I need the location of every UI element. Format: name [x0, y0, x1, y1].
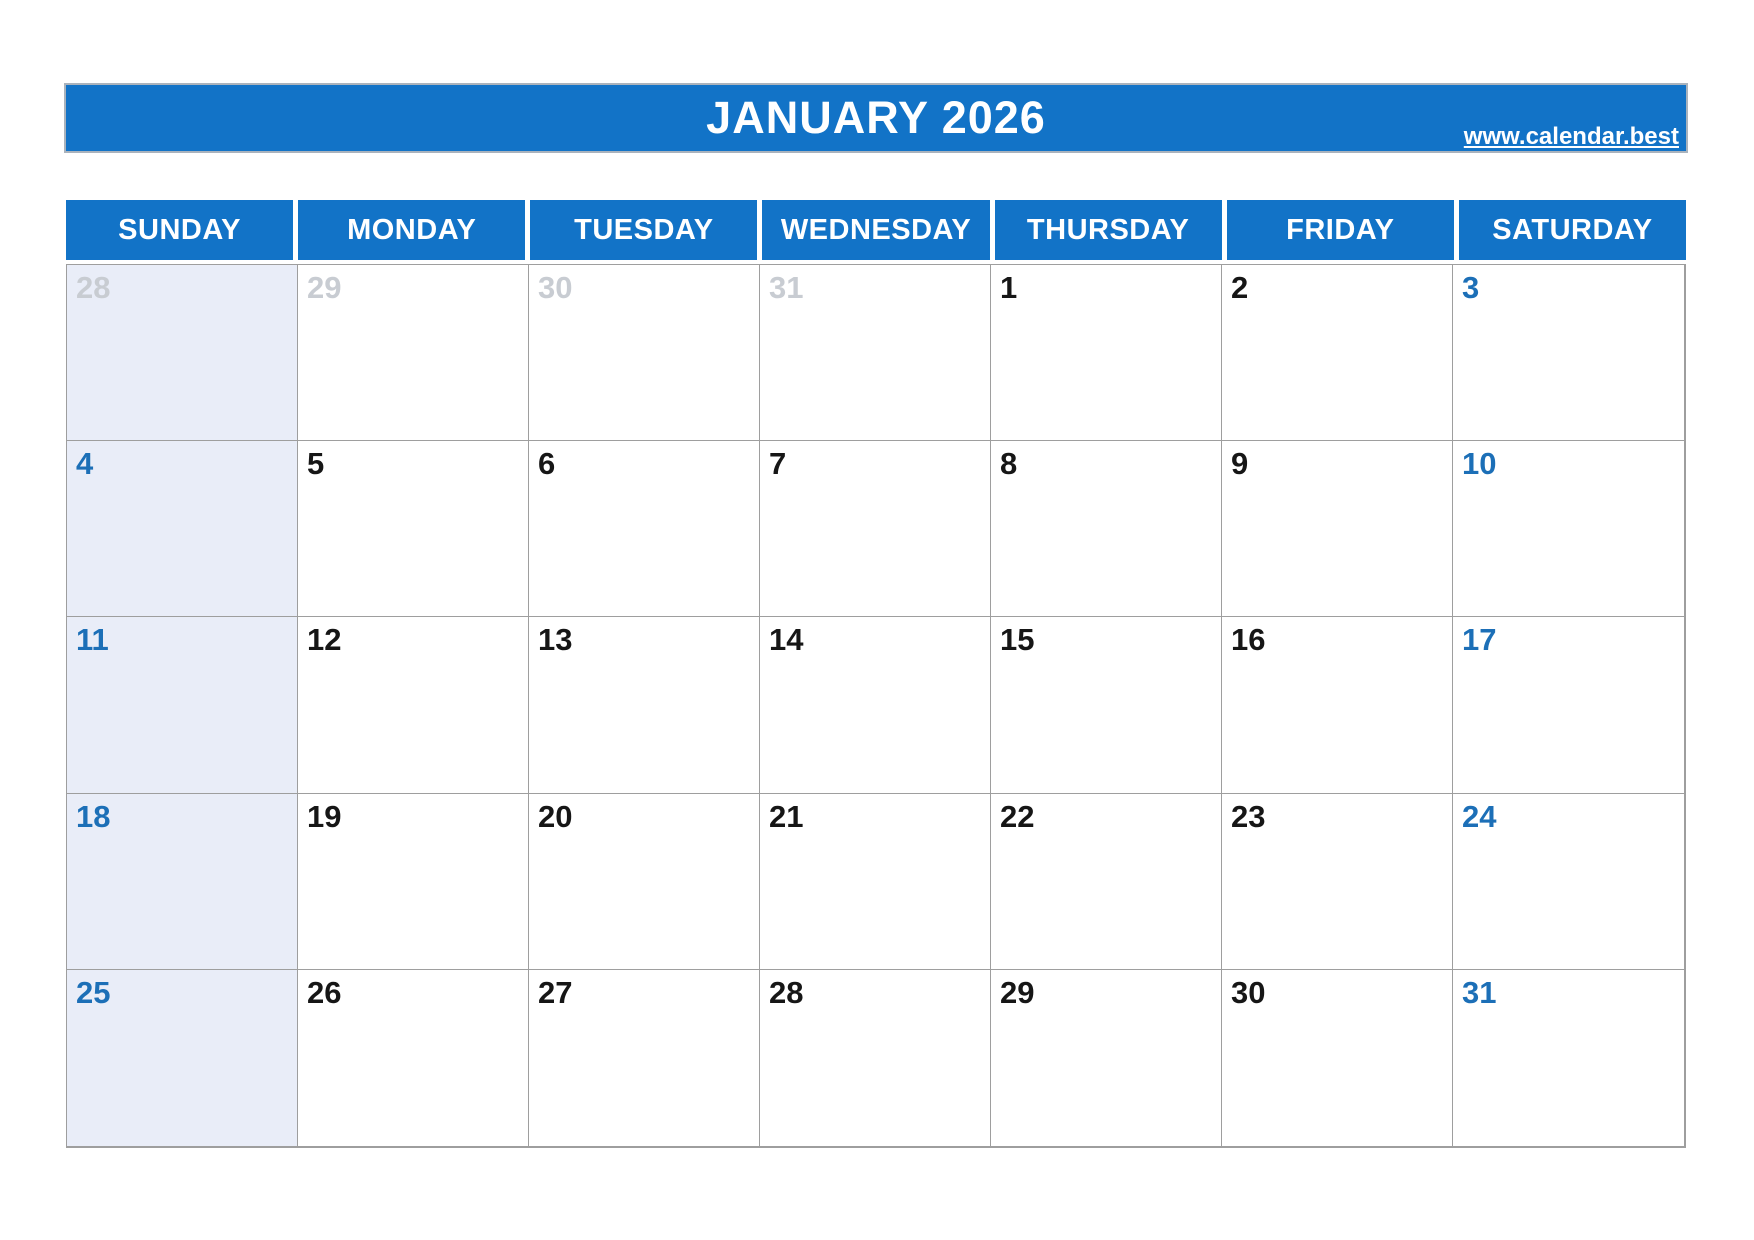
day-number: 10	[1462, 446, 1497, 482]
day-number: 28	[76, 270, 111, 305]
title-bar	[64, 83, 1688, 153]
day-number: 8	[1000, 446, 1018, 482]
day-number: 7	[769, 446, 787, 482]
calendar-cell-week1-day-1	[991, 265, 1222, 441]
day-number: 30	[1231, 974, 1266, 1010]
day-number: 15	[1000, 622, 1035, 658]
day-number: 29	[1000, 974, 1035, 1010]
weekday-header-tuesday: TUESDAY	[530, 200, 757, 260]
day-number: 6	[538, 446, 556, 482]
calendar-cell-week2-day-9	[1222, 441, 1453, 617]
day-number: 3	[1462, 270, 1480, 305]
calendar-cell-week3-day-11	[67, 617, 298, 793]
calendar-cell-week3-day-17	[1453, 617, 1684, 793]
page-title: JANUARY 2026	[706, 92, 1046, 143]
calendar-cell-week5-day-26	[298, 970, 529, 1146]
day-number: 24	[1462, 798, 1497, 834]
calendar-cell-week4-day-21	[760, 794, 991, 970]
calendar-cell-week5-day-25	[67, 970, 298, 1146]
calendar-cell-week4-day-22	[991, 794, 1222, 970]
day-number: 30	[538, 270, 573, 305]
day-number: 26	[307, 974, 342, 1010]
day-number: 25	[76, 974, 111, 1010]
calendar-cell-week4-day-19	[298, 794, 529, 970]
day-number: 5	[307, 446, 325, 482]
day-number: 12	[307, 622, 342, 658]
day-number: 2	[1231, 270, 1249, 305]
calendar-cell-week3-day-15	[991, 617, 1222, 793]
day-number: 13	[538, 622, 573, 658]
day-number: 27	[538, 974, 573, 1010]
calendar-cell-week1-day-3	[1453, 265, 1684, 441]
day-number: 20	[538, 798, 573, 834]
weekday-header-saturday: SATURDAY	[1459, 200, 1686, 260]
day-number: 19	[307, 798, 342, 834]
calendar-cell-week2-day-8	[991, 441, 1222, 617]
calendar-cell-week3-day-14	[760, 617, 991, 793]
calendar-cell-week1-day-30	[529, 265, 760, 441]
weekday-header-thursday: THURSDAY	[995, 200, 1222, 260]
calendar-cell-week5-day-30	[1222, 970, 1453, 1146]
day-number: 4	[76, 446, 94, 482]
calendar-cell-week5-day-29	[991, 970, 1222, 1146]
day-number: 18	[76, 798, 111, 834]
calendar-cell-week3-day-16	[1222, 617, 1453, 793]
day-number: 17	[1462, 622, 1497, 658]
weekday-header-row	[66, 200, 1686, 260]
calendar-cell-week5-day-31	[1453, 970, 1684, 1146]
calendar-cell-week4-day-18	[67, 794, 298, 970]
day-number: 21	[769, 798, 804, 834]
day-number: 14	[769, 622, 804, 658]
day-number: 29	[307, 270, 342, 305]
calendar-cell-week2-day-6	[529, 441, 760, 617]
day-number: 31	[1462, 974, 1497, 1010]
calendar-cell-week2-day-5	[298, 441, 529, 617]
weekday-header-sunday: SUNDAY	[66, 200, 293, 260]
calendar-cell-week4-day-20	[529, 794, 760, 970]
calendar-cell-week1-day-2	[1222, 265, 1453, 441]
calendar-cell-week4-day-23	[1222, 794, 1453, 970]
calendar-cell-week1-day-31	[760, 265, 991, 441]
day-number: 16	[1231, 622, 1266, 658]
calendar-grid	[66, 264, 1686, 1148]
calendar-cell-week1-day-28	[67, 265, 298, 441]
calendar-cell-week4-day-24	[1453, 794, 1684, 970]
calendar-cell-week5-day-28	[760, 970, 991, 1146]
calendar-cell-week3-day-13	[529, 617, 760, 793]
calendar-cell-week2-day-4	[67, 441, 298, 617]
day-number: 23	[1231, 798, 1266, 834]
calendar-cell-week2-day-10	[1453, 441, 1684, 617]
weekday-header-friday: FRIDAY	[1227, 200, 1454, 260]
day-number: 31	[769, 270, 804, 305]
calendar-cell-week2-day-7	[760, 441, 991, 617]
day-number: 1	[1000, 270, 1018, 305]
day-number: 22	[1000, 798, 1035, 834]
weekday-header-wednesday: WEDNESDAY	[762, 200, 989, 260]
day-number: 28	[769, 974, 804, 1010]
calendar-cell-week1-day-29	[298, 265, 529, 441]
calendar-cell-week3-day-12	[298, 617, 529, 793]
day-number: 11	[76, 622, 109, 658]
website-link[interactable]: www.calendar.best	[1463, 122, 1679, 150]
weekday-header-monday: MONDAY	[298, 200, 525, 260]
day-number: 9	[1231, 446, 1249, 482]
calendar-cell-week5-day-27	[529, 970, 760, 1146]
